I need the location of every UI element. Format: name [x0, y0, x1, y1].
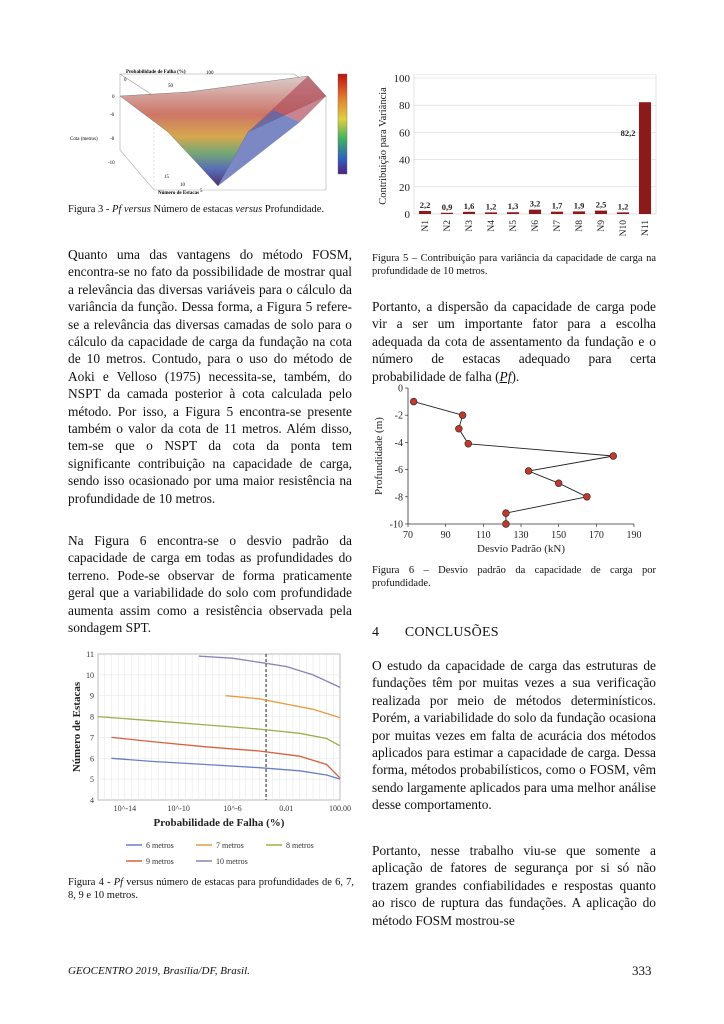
x-tick-10: 10 [180, 183, 185, 188]
fig5-data-label: 1,2 [617, 201, 629, 212]
figure-3-surface-plot [68, 62, 358, 200]
fig5-bar-N11 [639, 102, 651, 214]
fig4-x-tick-label: 10^-6 [223, 804, 242, 813]
paragraph-figure6-intro: Na Figura 6 encontra-se o desvio padrão da capacidade de carga em todas as profundidades do terreno. Pode-se observar de forma praticamente geral que a variabilidade do solo com profundidade aumenta assim como a resistência observada pela sondagem SPT. [68, 533, 352, 636]
fig5-y-tick-label: 80 [399, 100, 410, 113]
fig6-y-axis-label: Profundidade (m) [373, 417, 385, 495]
fig6-x-axis-label: Desvio Padrão (kN) [477, 543, 565, 555]
fig5-category-label: N10 [619, 220, 629, 237]
section-heading [372, 625, 656, 641]
figure-4-caption: Figura 4 - Pf versus número de estacas para profundidades de 6, 7, 8, 9 e 10 metros. [68, 877, 354, 901]
fig6-point [459, 412, 466, 419]
fig4-legend-label: 6 metros [146, 841, 174, 850]
fig5-bar-N10 [617, 212, 629, 214]
page-number: 333 [632, 963, 652, 978]
paragraph-fosm-variance: Quanto uma das vantagens do método FOSM, encontra-se no fato da possibilidade de mostrar qual a relevância das diversas variáveis para o cálculo da variância da função. Dessa forma, a Figura 5 refere-se a relevância das diversas camadas de solo para o cálculo da capacidade de carga da fundação na cota de 10 metros. Contudo, para o uso do método de Aoki e Velloso (1975) necessita-se, também, do NSPT da camada posterior à cota calculada pelo método. Por isso, a Figura 5 encontra-se presente também o valor da cota de 11 metros. Além disso, tem-se que o NSPT da cota da ponta tem significante contribuição na capacidade de carga, sendo isso ocasionado por uma maior resistência na profundidade de 10 metros. [68, 247, 352, 506]
x-axis-label: Número de Estacas [158, 191, 200, 196]
fig6-x-tick-label: 90 [440, 530, 451, 541]
paragraph-conclusions-1: O estudo da capacidade de carga das estruturas de fundações têm por muitas vezes a sua verificação realizada por meio de métodos determinísticos. Porém, a variabilidade do solo da fundação ocasiona por muitas vezes em falta de acurácia dos métodos aplicados para estimar a capacidade de carga. Dessa forma, métodos probabilísticos, como o FOSM, vêm sendo largamente aplicados para uma melhor análise desse comportamento. [372, 658, 656, 813]
fig6-point [525, 468, 532, 475]
fig5-data-label: 1,9 [573, 200, 585, 211]
fig4-y-axis-label: Número de Estacas [71, 681, 83, 773]
figure-4 [68, 648, 352, 870]
figure-6-line-chart [372, 380, 656, 560]
fig6-point [610, 453, 617, 460]
fig6-x-tick-label: 110 [476, 530, 491, 541]
fig5-bar-N6 [529, 210, 541, 214]
fig4-y-tick-label: 10 [86, 670, 94, 680]
fig4-legend-label: 7 metros [216, 841, 244, 850]
fig6-point [410, 398, 417, 405]
fig5-category-label: N2 [443, 220, 453, 232]
y-tick-c: -8 [110, 137, 115, 142]
fig4-y-tick-label: 8 [90, 712, 94, 722]
fig4-x-tick-label: 0.01 [279, 804, 294, 813]
fig6-x-tick-label: 170 [588, 530, 604, 541]
figure-5-bar-chart [374, 74, 658, 246]
fig6-point [503, 521, 510, 528]
fig4-y-tick-label: 5 [90, 775, 94, 785]
fig6-x-tick-label: 130 [513, 530, 529, 541]
fig5-category-label: N7 [553, 220, 563, 232]
fig5-bar-N4 [485, 212, 497, 214]
figure-5-caption: Figura 5 – Contribuição para variância da capacidade de carga na profundidade de 10 metros. [372, 253, 656, 277]
y-tick-b: -6 [110, 113, 115, 118]
fig4-y-tick-label: 11 [86, 650, 94, 659]
figure-5 [374, 74, 658, 246]
fig5-bar-N5 [507, 212, 519, 214]
fig5-bar-N1 [419, 211, 431, 214]
fig6-x-tick-label: 70 [403, 530, 413, 541]
fig5-y-tick-label: 100 [393, 74, 410, 85]
z-tick-100: 100 [206, 71, 214, 76]
fig6-y-tick-label: -10 [389, 519, 403, 531]
fig6-point [555, 480, 562, 487]
footer-conference: GEOCENTRO 2019, Brasília/DF, Brasil. [68, 965, 250, 977]
fig5-y-tick-label: 40 [399, 154, 410, 167]
paragraph-conclusions-2: Portanto, nesse trabalho viu-se que somente a aplicação de fatores de segurança por si só não trazem grandes confiabilidades e respostas quanto ao risco de ruptura das fundações. A aplicação do método FOSM mostrou-se [372, 843, 656, 928]
fig5-bar-N7 [551, 212, 563, 214]
fig5-data-label: 1,6 [463, 200, 475, 211]
fig5-data-label: 82,2 [620, 128, 636, 139]
fig5-category-label: N11 [641, 220, 651, 237]
figure-6 [372, 380, 656, 560]
fig5-bar-N2 [441, 213, 453, 214]
colorbar [338, 74, 347, 174]
fig6-point [503, 510, 510, 517]
fig5-category-label: N3 [465, 220, 475, 232]
fig6-y-tick-label: 0 [398, 383, 403, 395]
fig5-bar-N8 [573, 211, 585, 214]
fig5-bar-N9 [595, 211, 607, 214]
y-axis-label: Cota (metros) [70, 137, 98, 142]
fig4-x-tick-label: 10^-14 [113, 804, 137, 813]
fig4-y-tick-label: 6 [90, 754, 94, 764]
fig5-data-label: 2,2 [419, 200, 431, 211]
fig5-category-label: N8 [575, 220, 585, 232]
fig4-y-tick-label: 9 [90, 691, 94, 701]
fig5-bar-N3 [463, 212, 475, 214]
x-tick-15: 15 [164, 175, 169, 180]
fig6-line [414, 402, 614, 524]
fig6-y-tick-label: -4 [394, 437, 403, 449]
fig5-y-tick-label: 60 [399, 127, 410, 140]
fig4-legend-label: 8 metros [286, 841, 314, 850]
fig5-data-label: 1,3 [507, 201, 519, 212]
y-tick-a: 0 [112, 95, 115, 100]
fig4-x-axis-label: Probabilidade de Falha (%) [153, 817, 285, 829]
fig6-y-tick-label: -6 [394, 465, 403, 477]
fig6-x-tick-label: 150 [551, 530, 567, 541]
fig6-point [455, 425, 462, 432]
figure-3 [68, 62, 358, 200]
fig5-data-label: 3,2 [529, 198, 541, 209]
fig4-y-tick-label: 4 [90, 796, 94, 805]
section-title: CONCLUSÕES [404, 625, 499, 640]
fig6-y-tick-label: -8 [394, 492, 403, 504]
fig6-x-tick-label: 190 [626, 530, 642, 541]
fig5-category-label: N9 [597, 220, 607, 232]
z-axis-label: Probabilidade de Falha (%) [126, 70, 186, 75]
fig6-point [584, 493, 591, 500]
fig5-y-tick-label: 0 [404, 209, 410, 221]
fig5-y-tick-label: 20 [399, 181, 410, 194]
z-tick-50: 50 [168, 84, 173, 89]
fig4-x-tick-label: 100.00 [329, 804, 351, 813]
figure-4-line-chart [68, 648, 352, 870]
fig5-category-label: N6 [531, 220, 541, 232]
fig5-category-label: N4 [487, 220, 497, 232]
y-tick-d: -10 [108, 161, 115, 166]
fig5-y-axis-label: Contribuição para Variância [378, 87, 389, 205]
fig5-plot-area [414, 74, 656, 214]
fig4-x-tick-label: 10^-10 [167, 804, 190, 813]
fig5-category-label: N1 [421, 220, 431, 232]
fig5-data-label: 1,2 [485, 201, 497, 212]
x-tick-5: 5 [200, 189, 203, 194]
section-number: 4 [372, 625, 380, 640]
fig5-data-label: 1,7 [551, 200, 563, 211]
fig5-data-label: 2,5 [595, 199, 607, 210]
fig5-category-label: N5 [509, 220, 519, 232]
figure-3-caption: Figura 3 - Pf versus Número de estacas versus Profundidade. [68, 204, 325, 215]
z-tick-0: 0 [124, 78, 127, 83]
paragraph-dispersion: Portanto, a dispersão da capacidade de carga pode vir a ser um importante fator para a escolha adequada da cota de assentamento da fundação e o número de estacas adequado para certa probabilidade de falha (Pf). [372, 299, 656, 384]
fig4-legend-label: 10 metros [216, 857, 248, 866]
fig4-legend-label: 9 metros [146, 857, 174, 866]
fig5-data-label: 0,9 [441, 201, 453, 212]
fig6-point [465, 440, 472, 447]
fig4-y-tick-label: 7 [90, 733, 94, 743]
figure-6-caption: Figura 6 – Desvio padrão da capacidade de carga por profundidade. [372, 565, 656, 589]
fig6-y-tick-label: -2 [394, 410, 403, 422]
